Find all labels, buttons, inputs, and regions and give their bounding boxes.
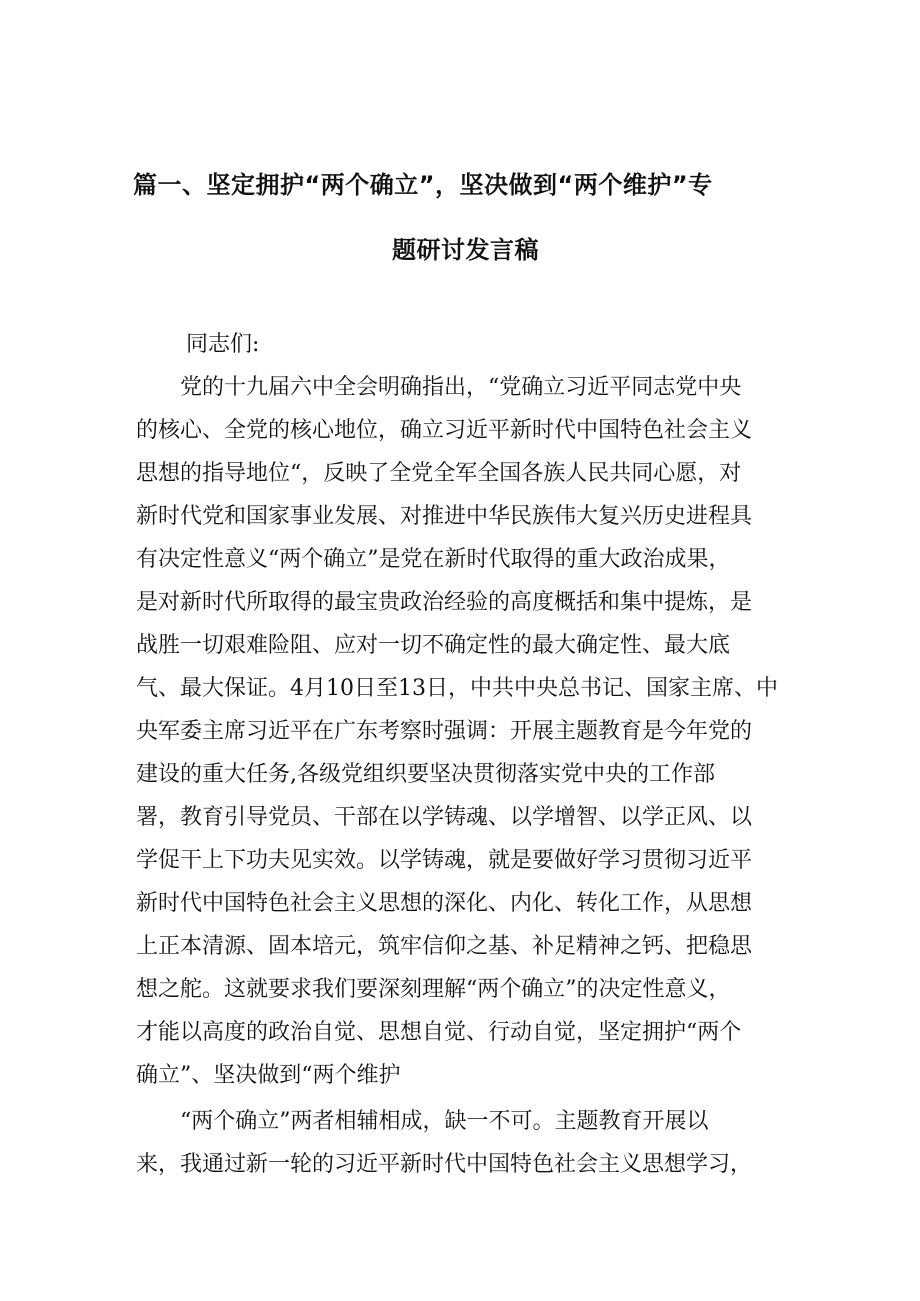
para1-line: 学促干上下功夫见实效。以学铸魂，就是要做好学习贯彻习近平 [136, 848, 753, 873]
para1-line: 署，教育引导党员、干部在以学铸魂、以学增智、以学正风、以 [136, 805, 753, 830]
para1-line: 是对新时代所取得的最宝贵政治经验的高度概括和集中提炼，是 [136, 590, 753, 615]
para1-line: 上正本清源、固本培元，筑牢信仰之基、补足精神之钙、把稳思 [136, 934, 753, 959]
para1-line: 想之舵。这就要求我们要深刻理解“两个确立”的决定性意义， [136, 977, 731, 1002]
greeting: 同志们: [186, 332, 260, 357]
para1-line: 党的十九届六中全会明确指出，“党确立习近平同志党中央 [180, 375, 742, 400]
para1-line: 有决定性意义“两个确立”是党在新时代取得的重大政治成果， [136, 547, 731, 572]
para1-line: 气、最大保证。4月10日至13日，中共中央总书记、国家主席、中 [136, 676, 778, 701]
title-line-2: 题研讨发言稿 [392, 236, 539, 264]
para1-line: 才能以高度的政治自觉、思想自觉、行动自觉，坚定拥护“两个 [136, 1020, 742, 1045]
para1-line: 新时代党和国家事业发展、对推进中华民族伟大复兴历史进程具 [136, 504, 753, 529]
para1-line: 建设的重大任务,各级党组织要坚决贯彻落实党中央的工作部 [136, 762, 715, 787]
para1-line: 新时代中国特色社会主义思想的深化、内化、转化工作，从思想 [136, 891, 753, 916]
title-line-1: 篇一、坚定拥护“两个确立”，坚决做到“两个维护”专 [133, 171, 713, 199]
para1-line: 确立”、坚决做到“两个维护 [136, 1063, 401, 1088]
para1-line: 战胜一切艰难险阻、应对一切不确定性的最大确定性、最大底 [136, 633, 731, 658]
para2-line: 来，我通过新一轮的习近平新时代中国特色社会主义思想学习， [136, 1152, 753, 1177]
para1-line: 央军委主席习近平在广东考察时强调：开展主题教育是今年党的 [136, 719, 753, 744]
para1-line: 思想的指导地位“，反映了全党全军全国各族人民共同心愿，对 [136, 461, 742, 486]
para1-line: 的核心、全党的核心地位，确立习近平新时代中国特色社会主义 [136, 418, 753, 443]
para2-line: “两个确立”两者相辅相成，缺一不可。主题教育开展以 [180, 1109, 709, 1134]
